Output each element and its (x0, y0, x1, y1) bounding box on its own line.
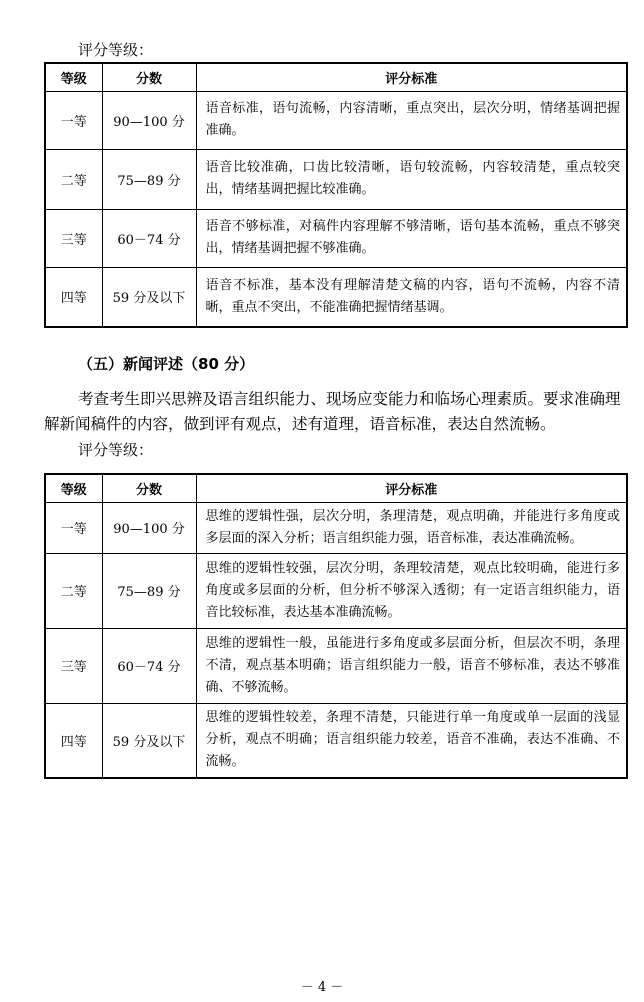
table-row (45, 267, 627, 327)
table-header-row (45, 474, 627, 502)
level-cell: 二等 (45, 553, 102, 628)
criteria-cell: 思维的逻辑性强，层次分明，条理清楚，观点明确，并能进行多角度或多层面的深入分析；语言组织能力强，语音标准，表达准确流畅。 (196, 502, 627, 553)
section-paragraph: 考查考生即兴思辨及语言组织能力、现场应变能力和临场心理素质。要求准确理解新闻稿件的内容，做到评有观点，述有道理，语音标准，表达自然流畅。 (44, 390, 621, 433)
criteria-cell: 语音不够标准，对稿件内容理解不够清晰，语句基本流畅，重点不够突出，情绪基调把握不够准确。 (196, 209, 627, 267)
level-cell: 三等 (45, 209, 102, 267)
table-row (45, 553, 627, 628)
score-cell: 60－74 分 (102, 209, 196, 267)
criteria-cell: 思维的逻辑性较差，条理不清楚，只能进行单一角度或单一层面的浅显分析，观点不明确；语言组织能力较差，语音不准确，表达不准确、不流畅。 (196, 703, 627, 778)
header-criteria: 评分标准 (196, 474, 627, 502)
table-row (45, 628, 627, 703)
score-cell: 90—100 分 (102, 502, 196, 553)
criteria-cell: 思维的逻辑性较强，层次分明，条理较清楚，观点比较明确，能进行多角度或多层面的分析，但分析不够深入透彻；有一定语言组织能力，语音比较标准，表达基本准确流畅。 (196, 553, 627, 628)
table-row (45, 91, 627, 149)
criteria-cell: 语音不标准，基本没有理解清楚文稿的内容，语句不流畅，内容不清晰，重点不突出，不能准确把握情绪基调。 (196, 267, 627, 327)
level-cell: 一等 (45, 502, 102, 553)
score-cell: 75—89 分 (102, 149, 196, 209)
level-cell: 四等 (45, 703, 102, 778)
header-level: 等级 (45, 63, 102, 91)
table-header-row (45, 63, 627, 91)
page-number: － 4 － (300, 980, 344, 995)
criteria-cell: 语音标准，语句流畅，内容清晰，重点突出，层次分明，情绪基调把握准确。 (196, 91, 627, 149)
header-level: 等级 (45, 474, 102, 502)
level-cell: 二等 (45, 149, 102, 209)
level-cell: 四等 (45, 267, 102, 327)
table-row (45, 209, 627, 267)
score-cell: 59 分及以下 (102, 703, 196, 778)
criteria-cell: 语音比较准确，口齿比较清晰，语句较流畅，内容较清楚，重点较突出，情绪基调把握比较准确。 (196, 149, 627, 209)
header-criteria: 评分标准 (196, 63, 627, 91)
score-cell: 59 分及以下 (102, 267, 196, 327)
header-score: 分数 (102, 63, 196, 91)
score-cell: 75—89 分 (102, 553, 196, 628)
table-row (45, 502, 627, 553)
rating-label-2: 评分等级： (78, 441, 154, 459)
grading-table-1 (44, 62, 628, 328)
criteria-cell: 思维的逻辑性一般，虽能进行多角度或多层面分析，但层次不明，条理不清，观点基本明确；语言组织能力一般，语音不够标准，表达不够准确、不够流畅。 (196, 628, 627, 703)
header-score: 分数 (102, 474, 196, 502)
section-title: （五）新闻评述（80 分） (78, 355, 255, 373)
level-cell: 一等 (45, 91, 102, 149)
grading-table-2 (44, 473, 628, 779)
level-cell: 三等 (45, 628, 102, 703)
table-row (45, 703, 627, 778)
table-row (45, 149, 627, 209)
rating-label-1: 评分等级： (78, 41, 154, 59)
score-cell: 60－74 分 (102, 628, 196, 703)
score-cell: 90—100 分 (102, 91, 196, 149)
